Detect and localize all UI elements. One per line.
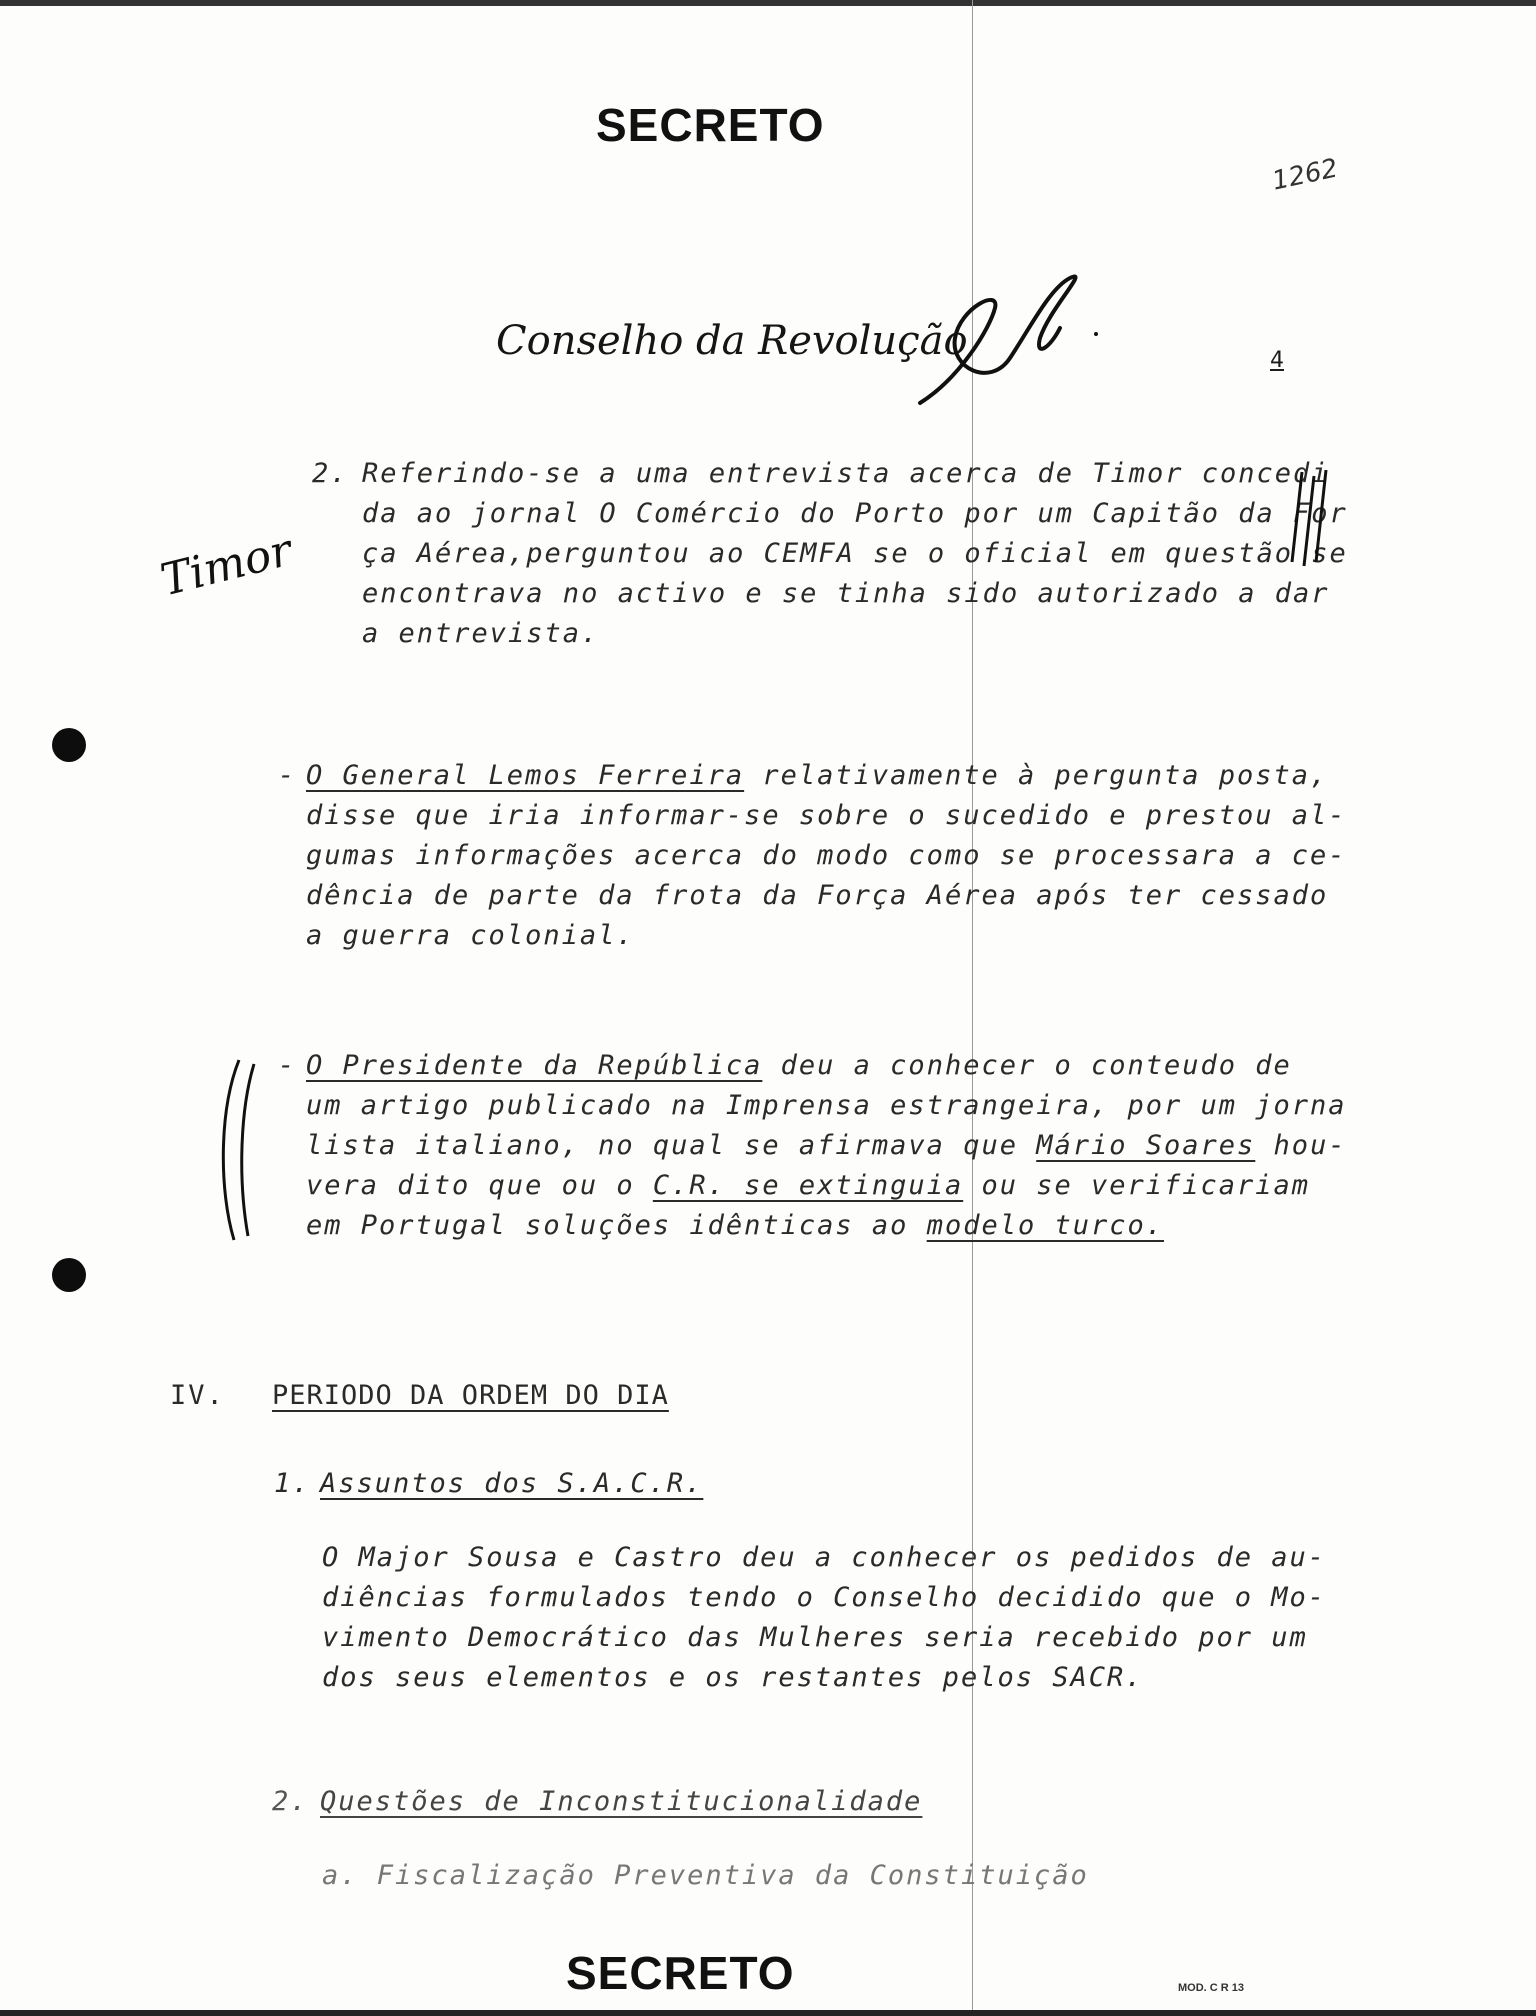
mario-soares: Mário Soares xyxy=(1036,1130,1256,1161)
folio-number: 1262 xyxy=(1269,153,1341,197)
form-code: MOD. C R 13 xyxy=(1178,1982,1245,1994)
sub1-line: diências formulados tendo o Conselho decidido que o Mo- xyxy=(322,1582,1327,1613)
modelo-turco: modelo turco. xyxy=(926,1210,1165,1241)
sub2-title: Questões de Inconstitucionalidade xyxy=(320,1786,923,1817)
presidente-line5-a: em Portugal soluções idênticas ao xyxy=(306,1210,927,1241)
scan-top-edge xyxy=(0,0,1536,6)
sub1-title: Assuntos dos S.A.C.R. xyxy=(320,1468,704,1499)
sub1-line: dos seus elementos e os restantes pelos SACR. xyxy=(322,1662,1144,1693)
presidente-line3-a: lista italiano, no qual se afirmava que xyxy=(306,1130,1037,1161)
item2-line: Referindo-se a uma entrevista acerca de Timor concedi xyxy=(362,458,1330,489)
presidente-line4-a: vera dito que ou o xyxy=(306,1170,653,1201)
sub2-number: 2. xyxy=(272,1786,309,1817)
presidente-dash: - xyxy=(278,1050,297,1081)
sub1-line: vimento Democrático das Mulheres seria recebido por um xyxy=(322,1622,1308,1653)
scan-bottom-edge xyxy=(0,2010,1536,2016)
item2-line: a entrevista. xyxy=(362,618,600,649)
item2-line: encontrava no activo e se tinha sido autorizado a dar xyxy=(362,578,1330,609)
margin-note: Timor xyxy=(155,524,297,607)
lemos-line1-rest: relativamente à pergunta posta, xyxy=(744,760,1329,791)
classification-stamp-bottom: SECRETO xyxy=(566,1947,795,1999)
presidente-line4-c: ou se verificariam xyxy=(963,1170,1311,1201)
item2-line: ça Aérea,perguntou ao CEMFA se o oficial em questão se xyxy=(362,538,1348,569)
presidente-line: um artigo publicado na Imprensa estrangeira, por um jorna xyxy=(306,1090,1347,1121)
cr-extinguia: C.R. se extinguia xyxy=(652,1170,964,1201)
lemos-name: O General Lemos Ferreira xyxy=(306,760,745,791)
presidente-line3-c: hou- xyxy=(1255,1130,1347,1161)
lemos-line: gumas informações acerca do modo como se processara a ce- xyxy=(306,840,1347,871)
section-iv-numeral: IV. xyxy=(170,1380,225,1411)
presidente-name: O Presidente da República xyxy=(306,1050,763,1081)
classification-stamp-top: SECRETO xyxy=(596,99,825,151)
punch-hole xyxy=(52,728,86,762)
letterhead: Conselho da Revolução xyxy=(496,318,968,364)
punch-hole xyxy=(52,1258,86,1292)
sub2-item-a: a. Fiscalização Preventiva da Constituição xyxy=(322,1860,1089,1891)
section-iv-title: PERIODO DA ORDEM DO DIA xyxy=(272,1380,669,1411)
lemos-line: a guerra colonial. xyxy=(306,920,635,951)
item2-number: 2. xyxy=(312,458,349,489)
item2-line: da ao jornal O Comércio do Porto por um Capitão da For xyxy=(362,498,1348,529)
margin-strokes xyxy=(1282,462,1332,572)
presidente-line1-rest: deu a conhecer o conteudo de xyxy=(762,1050,1292,1081)
page-marker: 4 xyxy=(1270,348,1284,373)
lemos-dash: - xyxy=(278,760,297,791)
lemos-line: dência de parte da frota da Força Aérea após ter cessado xyxy=(306,880,1329,911)
sub1-line: O Major Sousa e Castro deu a conhecer os pedidos de au- xyxy=(322,1542,1327,1573)
margin-bracket xyxy=(214,1050,264,1250)
sub1-number: 1. xyxy=(274,1468,311,1499)
lemos-line: disse que iria informar-se sobre o sucedido e prestou al- xyxy=(306,800,1347,831)
signature-mark xyxy=(900,268,1120,418)
